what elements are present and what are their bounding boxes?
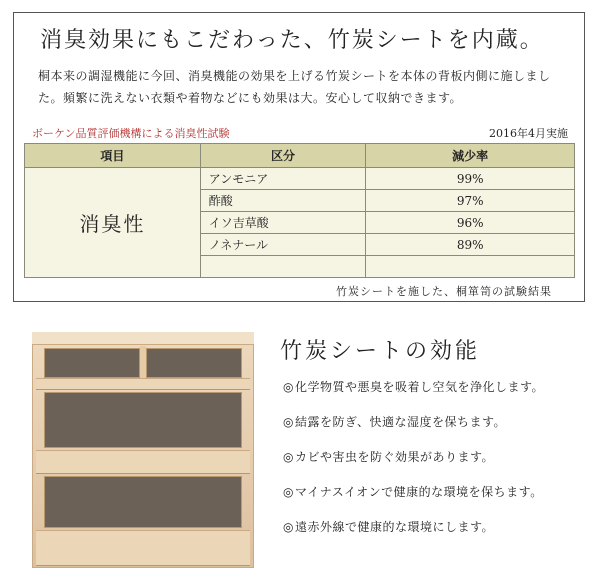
category-cell-empty [200, 256, 366, 278]
header-reduction-rate: 減少率 [366, 144, 575, 168]
shelf-plank [36, 378, 250, 390]
charcoal-sheet-middle [44, 392, 242, 448]
description: 桐本来の調湿機能に今回、消臭機能の効果を上げる竹炭シートを本体の背板内側に施しました。頻繁に洗えない衣類や着物などにも効果は大。安心して収納できます。 [38, 69, 551, 105]
property-cell: 消臭性 [25, 168, 201, 278]
test-result-panel [13, 12, 585, 302]
charcoal-sheet-upper-left [44, 348, 140, 378]
rate-cell: 96% [366, 212, 575, 234]
bullet-icon: ◎ [283, 485, 294, 499]
header-item: 項目 [25, 144, 201, 168]
rate-cell-empty [366, 256, 575, 278]
headline: 消臭効果にもこだわった、竹炭シートを内蔵。 [40, 28, 544, 53]
charcoal-sheet-lower [44, 476, 242, 528]
category-cell: ノネナール [200, 234, 366, 256]
list-item: ◎カビや害虫を防ぐ効果があります。 [283, 450, 495, 464]
features-list [283, 380, 544, 555]
deodorant-test-table [24, 143, 575, 278]
table-row [25, 168, 575, 190]
bullet-icon: ◎ [283, 380, 294, 394]
bullet-icon: ◎ [283, 450, 294, 464]
bullet-icon: ◎ [283, 520, 294, 534]
footnote: 竹炭シートを施した、桐箪笥の試験結果 [336, 285, 552, 298]
test-date: 2016年4月実施 [489, 127, 568, 140]
shelf-top-board [32, 332, 254, 345]
category-cell: アンモニア [200, 168, 366, 190]
test-caption: ボーケン品質評価機構による消臭性試験 [32, 127, 230, 140]
list-item: ◎化学物質や悪臭を吸着し空気を浄化します。 [283, 380, 545, 394]
table-header-row [25, 144, 575, 168]
features-title: 竹炭シートの効能 [280, 339, 481, 364]
shelf-plank [36, 450, 250, 474]
list-item: ◎マイナスイオンで健康的な環境を保ちます。 [283, 485, 543, 499]
rate-cell: 89% [366, 234, 575, 256]
shelf-illustration [32, 332, 254, 568]
category-cell: イソ吉草酸 [200, 212, 366, 234]
rate-cell: 99% [366, 168, 575, 190]
header-category: 区分 [200, 144, 366, 168]
category-cell: 酢酸 [200, 190, 366, 212]
bullet-icon: ◎ [283, 415, 294, 429]
shelf-bottom-plank [36, 530, 250, 566]
list-item: ◎遠赤外線で健康的な環境にします。 [283, 520, 495, 534]
list-item: ◎結露を防ぎ、快適な湿度を保ちます。 [283, 415, 507, 429]
rate-cell: 97% [366, 190, 575, 212]
charcoal-sheet-upper-right [146, 348, 242, 378]
